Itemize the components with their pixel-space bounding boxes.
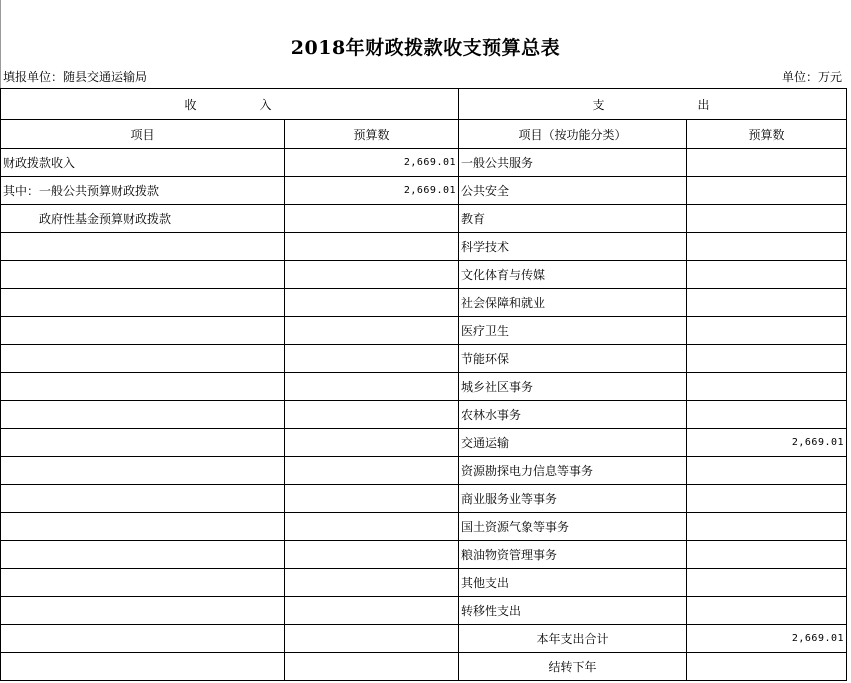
income-amount-cell[interactable]: 2,669.01: [285, 149, 459, 177]
income-item-cell[interactable]: [1, 373, 285, 401]
expense-amount-cell[interactable]: [687, 653, 847, 681]
expense-amount-cell[interactable]: [687, 457, 847, 485]
income-item-cell[interactable]: [1, 597, 285, 625]
income-amount-cell[interactable]: [285, 457, 459, 485]
expense-item-cell[interactable]: 商业服务业等事务: [459, 485, 687, 513]
income-item-cell[interactable]: [1, 653, 285, 681]
income-amount-cell[interactable]: [285, 541, 459, 569]
expense-amount-cell[interactable]: [687, 149, 847, 177]
income-amount-cell[interactable]: [285, 569, 459, 597]
table-row: [1, 289, 847, 317]
expense-item-cell[interactable]: 文化体育与传媒: [459, 261, 687, 289]
income-amount-cell[interactable]: [285, 317, 459, 345]
income-item-cell[interactable]: [1, 513, 285, 541]
expense-amount-cell[interactable]: [687, 569, 847, 597]
expense-item-cell[interactable]: 科学技术: [459, 233, 687, 261]
table-row: [1, 653, 847, 681]
income-amount-cell[interactable]: [285, 345, 459, 373]
income-item-cell[interactable]: [1, 429, 285, 457]
income-amount-cell[interactable]: [285, 429, 459, 457]
income-item-cell[interactable]: [1, 569, 285, 597]
income-amount-cell[interactable]: [285, 653, 459, 681]
income-item-cell[interactable]: [1, 401, 285, 429]
column-header-row: [1, 120, 847, 149]
expense-amount-column-header[interactable]: 预算数: [687, 120, 847, 149]
expense-item-cell[interactable]: 教育: [459, 205, 687, 233]
expense-item-cell[interactable]: 城乡社区事务: [459, 373, 687, 401]
income-amount-cell[interactable]: [285, 625, 459, 653]
income-section-header[interactable]: 收 入: [1, 89, 459, 120]
section-header-row: [1, 89, 847, 120]
income-amount-cell[interactable]: [285, 485, 459, 513]
expense-item-cell[interactable]: 资源勘探电力信息等事务: [459, 457, 687, 485]
table-row: [1, 205, 847, 233]
expense-amount-cell[interactable]: [687, 205, 847, 233]
expense-item-cell[interactable]: 节能环保: [459, 345, 687, 373]
income-amount-cell[interactable]: [285, 205, 459, 233]
expense-amount-cell[interactable]: [687, 373, 847, 401]
income-item-cell[interactable]: [1, 261, 285, 289]
table-row: [1, 457, 847, 485]
income-amount-cell[interactable]: [285, 261, 459, 289]
income-item-cell[interactable]: 其中：一般公共预算财政拨款: [1, 177, 285, 205]
table-row: [1, 569, 847, 597]
table-row: [1, 261, 847, 289]
expense-section-header[interactable]: 支 出: [459, 89, 847, 120]
expense-item-cell[interactable]: 社会保障和就业: [459, 289, 687, 317]
income-item-cell[interactable]: [1, 625, 285, 653]
table-row: [1, 597, 847, 625]
expense-item-cell[interactable]: 粮油物资管理事务: [459, 541, 687, 569]
expense-item-cell[interactable]: 农林水事务: [459, 401, 687, 429]
income-item-cell[interactable]: 政府性基金预算财政拨款: [1, 205, 285, 233]
income-amount-cell[interactable]: [285, 597, 459, 625]
expense-amount-cell[interactable]: [687, 261, 847, 289]
expense-amount-cell[interactable]: 2,669.01: [687, 625, 847, 653]
expense-item-column-header[interactable]: 项目（按功能分类）: [459, 120, 687, 149]
expense-item-cell[interactable]: 转移性支出: [459, 597, 687, 625]
table-row: [1, 233, 847, 261]
expense-item-cell[interactable]: 公共安全: [459, 177, 687, 205]
income-item-cell[interactable]: [1, 345, 285, 373]
income-amount-cell[interactable]: [285, 401, 459, 429]
income-amount-cell[interactable]: [285, 513, 459, 541]
income-amount-cell[interactable]: [285, 373, 459, 401]
filling-unit-label: 填报单位：随县交通运输局: [3, 70, 148, 84]
income-item-cell[interactable]: 财政拨款收入: [1, 149, 285, 177]
income-item-cell[interactable]: [1, 289, 285, 317]
expense-item-cell[interactable]: 国土资源气象等事务: [459, 513, 687, 541]
table-row: [1, 625, 847, 653]
income-item-cell[interactable]: [1, 485, 285, 513]
income-amount-cell[interactable]: [285, 233, 459, 261]
expense-item-cell[interactable]: 其他支出: [459, 569, 687, 597]
expense-amount-cell[interactable]: [687, 233, 847, 261]
income-amount-cell[interactable]: [285, 289, 459, 317]
table-row: [1, 373, 847, 401]
income-item-cell[interactable]: [1, 541, 285, 569]
expense-item-cell[interactable]: 一般公共服务: [459, 149, 687, 177]
income-amount-column-header[interactable]: 预算数: [285, 120, 459, 149]
table-row: [1, 149, 847, 177]
income-item-cell[interactable]: [1, 317, 285, 345]
income-item-column-header[interactable]: 项目: [1, 120, 285, 149]
table-row: [1, 485, 847, 513]
expense-amount-cell[interactable]: [687, 345, 847, 373]
expense-amount-cell[interactable]: [687, 485, 847, 513]
expense-amount-cell[interactable]: [687, 513, 847, 541]
income-item-cell[interactable]: [1, 457, 285, 485]
table-row: [1, 541, 847, 569]
expense-item-cell[interactable]: 交通运输: [459, 429, 687, 457]
table-row: [1, 177, 847, 205]
table-row: [1, 345, 847, 373]
table-row: [1, 317, 847, 345]
expense-amount-cell[interactable]: [687, 541, 847, 569]
expense-amount-cell[interactable]: 2,669.01: [687, 429, 847, 457]
expense-amount-cell[interactable]: [687, 177, 847, 205]
table-row: [1, 429, 847, 457]
expense-amount-cell[interactable]: [687, 317, 847, 345]
budget-table: [0, 88, 847, 681]
income-amount-cell[interactable]: 2,669.01: [285, 177, 459, 205]
page-title: 2018年财政拨款收支预算总表: [290, 37, 561, 59]
expense-item-cell[interactable]: 结转下年: [459, 653, 687, 681]
income-item-cell[interactable]: [1, 233, 285, 261]
expense-amount-cell[interactable]: [687, 597, 847, 625]
table-row: [1, 401, 847, 429]
expense-amount-cell[interactable]: [687, 289, 847, 317]
expense-item-cell[interactable]: 本年支出合计: [459, 625, 687, 653]
table-row: [1, 513, 847, 541]
expense-item-cell[interactable]: 医疗卫生: [459, 317, 687, 345]
currency-unit-label: 单位：万元: [781, 70, 842, 84]
expense-amount-cell[interactable]: [687, 401, 847, 429]
